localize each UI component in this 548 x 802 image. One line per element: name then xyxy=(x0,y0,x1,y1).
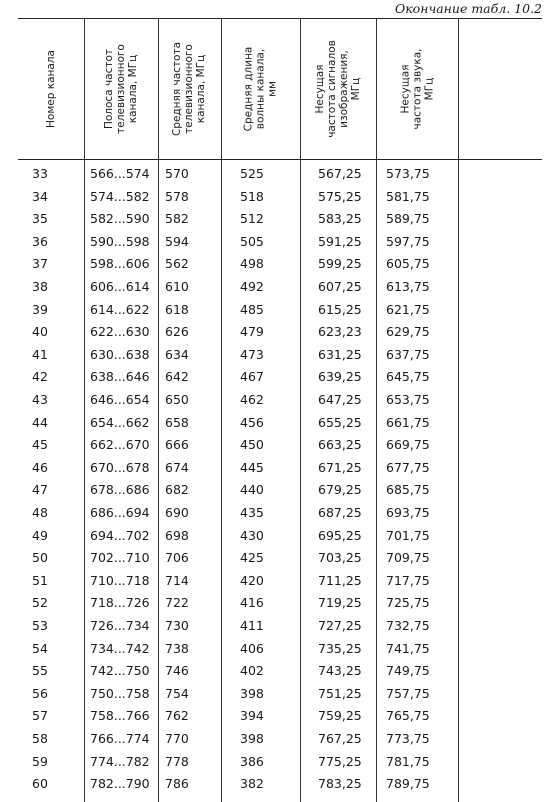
table-cell: 402 xyxy=(240,663,264,679)
table-cell: 425 xyxy=(240,550,264,566)
table-cell: 34 xyxy=(32,188,48,204)
table-row xyxy=(18,727,542,750)
table-cell: 435 xyxy=(240,505,264,520)
table-cell: 566...574 xyxy=(90,166,150,181)
table-cell: 41 xyxy=(32,346,48,362)
table-cell: 582 xyxy=(165,211,189,227)
table-row xyxy=(18,252,542,275)
table-row xyxy=(18,162,542,185)
table-cell: 575,25 xyxy=(318,188,362,204)
table-cell: 781,75 xyxy=(386,753,430,769)
table-cell: 581,75 xyxy=(386,188,430,204)
table-cell: 613,75 xyxy=(386,279,430,294)
table-cell: 631,25 xyxy=(318,346,362,362)
table-cell: 440 xyxy=(240,482,264,498)
table-cell: 751,25 xyxy=(318,685,362,701)
table-cell: 590...598 xyxy=(90,233,150,249)
table-cell: 722 xyxy=(165,595,189,611)
table-cell: 479 xyxy=(240,324,264,340)
table-cell: 685,75 xyxy=(386,482,430,498)
header-label: Несущая частота звука, МГц xyxy=(398,48,435,130)
table-cell: 46 xyxy=(32,459,48,475)
table-cell: 698 xyxy=(165,527,189,543)
table-row xyxy=(18,478,542,501)
table-cell: 40 xyxy=(32,324,48,340)
table-cell: 758...766 xyxy=(90,708,150,724)
table-cell: 789,75 xyxy=(386,776,430,792)
table-cell: 598...606 xyxy=(90,256,150,272)
table-cell: 607,25 xyxy=(318,279,362,294)
table-cell: 694...702 xyxy=(90,527,150,543)
table-row xyxy=(18,614,542,637)
table-cell: 701,75 xyxy=(386,527,430,543)
table-cell: 775,25 xyxy=(318,753,362,769)
table-cell: 33 xyxy=(32,166,48,181)
header-wavelength xyxy=(221,21,300,157)
table-cell: 583,25 xyxy=(318,211,362,227)
table-cell: 38 xyxy=(32,279,48,294)
table-cell: 653,75 xyxy=(386,392,430,407)
table-cell: 606...614 xyxy=(90,279,150,294)
table-cell: 37 xyxy=(32,256,48,272)
table-cell: 711,25 xyxy=(318,572,362,588)
table-cell: 518 xyxy=(240,188,264,204)
table-cell: 773,75 xyxy=(386,731,430,746)
table-cell: 782...790 xyxy=(90,776,150,792)
header-video-carrier xyxy=(300,21,376,157)
table-cell: 492 xyxy=(240,279,264,294)
table-cell: 599,25 xyxy=(318,256,362,272)
table-cell: 573,75 xyxy=(386,166,430,181)
table-cell: 57 xyxy=(32,708,48,724)
table-cell: 473 xyxy=(240,346,264,362)
table-cell: 615,25 xyxy=(318,301,362,317)
table-cell: 52 xyxy=(32,595,48,611)
table-row xyxy=(18,524,542,547)
table-cell: 765,75 xyxy=(386,708,430,724)
table-cell: 630...638 xyxy=(90,346,150,362)
table-cell: 706 xyxy=(165,550,189,566)
table-cell: 725,75 xyxy=(386,595,430,611)
table-cell: 562 xyxy=(165,256,189,272)
table-row xyxy=(18,682,542,705)
table-cell: 614...622 xyxy=(90,301,150,317)
table-cell: 719,25 xyxy=(318,595,362,611)
table-cell: 618 xyxy=(165,301,189,317)
table-cell: 727,25 xyxy=(318,618,362,633)
table-cell: 757,75 xyxy=(386,685,430,701)
table-cell: 703,25 xyxy=(318,550,362,566)
table-row xyxy=(18,772,542,795)
table-cell: 743,25 xyxy=(318,663,362,679)
header-label: Номер канала xyxy=(45,50,57,128)
table-row xyxy=(18,343,542,366)
table-row xyxy=(18,320,542,343)
table-cell: 505 xyxy=(240,233,264,249)
table-cell: 690 xyxy=(165,505,189,520)
table-cell: 655,25 xyxy=(318,414,362,430)
table-cell: 42 xyxy=(32,369,48,385)
table-cell: 654...662 xyxy=(90,414,150,430)
table-cell: 734...742 xyxy=(90,640,150,656)
table-cell: 650 xyxy=(165,392,189,407)
table-cell: 686...694 xyxy=(90,505,150,520)
table-cell: 36 xyxy=(32,233,48,249)
table-cell: 695,25 xyxy=(318,527,362,543)
table-cell: 738 xyxy=(165,640,189,656)
header-mid-frequency xyxy=(158,21,221,157)
table-cell: 679,25 xyxy=(318,482,362,498)
table-cell: 749,75 xyxy=(386,663,430,679)
table-cell: 714 xyxy=(165,572,189,588)
table-cell: 661,75 xyxy=(386,414,430,430)
table-cell: 456 xyxy=(240,414,264,430)
table-cell: 674 xyxy=(165,459,189,475)
table-cell: 589,75 xyxy=(386,211,430,227)
table-cell: 406 xyxy=(240,640,264,656)
table-cell: 645,75 xyxy=(386,369,430,385)
channel-table xyxy=(18,18,542,802)
table-row xyxy=(18,433,542,456)
table-cell: 48 xyxy=(32,505,48,520)
table-cell: 767,25 xyxy=(318,731,362,746)
table-cell: 382 xyxy=(240,776,264,792)
table-cell: 55 xyxy=(32,663,48,679)
table-cell: 49 xyxy=(32,527,48,543)
table-cell: 638...646 xyxy=(90,369,150,385)
table-cell: 574...582 xyxy=(90,188,150,204)
table-cell: 58 xyxy=(32,731,48,746)
table-cell: 445 xyxy=(240,459,264,475)
table-cell: 730 xyxy=(165,618,189,633)
table-cell: 662...670 xyxy=(90,437,150,453)
table-cell: 450 xyxy=(240,437,264,453)
table-cell: 567,25 xyxy=(318,166,362,181)
table-row xyxy=(18,546,542,569)
table-cell: 682 xyxy=(165,482,189,498)
header-frequency-band xyxy=(84,21,158,157)
table-row xyxy=(18,456,542,479)
table-cell: 591,25 xyxy=(318,233,362,249)
header-label: Полоса частот телевизионного канала, МГц xyxy=(103,44,139,134)
table-cell: 732,75 xyxy=(386,618,430,633)
table-cell: 610 xyxy=(165,279,189,294)
table-cell: 670...678 xyxy=(90,459,150,475)
table-row xyxy=(18,275,542,298)
table-cell: 54 xyxy=(32,640,48,656)
table-cell: 623,23 xyxy=(318,324,362,340)
table-cell: 634 xyxy=(165,346,189,362)
table-cell: 647,25 xyxy=(318,392,362,407)
table-cell: 44 xyxy=(32,414,48,430)
table-cell: 622...630 xyxy=(90,324,150,340)
table-row xyxy=(18,659,542,682)
table-cell: 467 xyxy=(240,369,264,385)
table-cell: 702...710 xyxy=(90,550,150,566)
table-caption: Окончание табл. 10.2 xyxy=(394,1,542,16)
table-row xyxy=(18,365,542,388)
table-row xyxy=(18,411,542,434)
table-cell: 735,25 xyxy=(318,640,362,656)
table-cell: 642 xyxy=(165,369,189,385)
table-cell: 678...686 xyxy=(90,482,150,498)
table-cell: 717,75 xyxy=(386,572,430,588)
table-cell: 398 xyxy=(240,731,264,746)
table-cell: 60 xyxy=(32,776,48,792)
table-cell: 570 xyxy=(165,166,189,181)
table-cell: 677,75 xyxy=(386,459,430,475)
table-cell: 582...590 xyxy=(90,211,150,227)
header-label: Несущая частота сигналов изображения, МГц xyxy=(314,40,363,138)
table-row xyxy=(18,591,542,614)
table-cell: 637,75 xyxy=(386,346,430,362)
table-cell: 742...750 xyxy=(90,663,150,679)
table-cell: 663,25 xyxy=(318,437,362,453)
table-cell: 726...734 xyxy=(90,618,150,633)
table-cell: 770 xyxy=(165,731,189,746)
table-row xyxy=(18,298,542,321)
header-label: Средняя частота телевизионного канала, МГц xyxy=(171,41,208,137)
table-cell: 658 xyxy=(165,414,189,430)
table-cell: 774...782 xyxy=(90,753,150,769)
table-cell: 741,75 xyxy=(386,640,430,656)
table-row xyxy=(18,230,542,253)
table-cell: 669,75 xyxy=(386,437,430,453)
table-cell: 710...718 xyxy=(90,572,150,588)
table-cell: 462 xyxy=(240,392,264,407)
table-cell: 693,75 xyxy=(386,505,430,520)
table-cell: 746 xyxy=(165,663,189,679)
table-row xyxy=(18,704,542,727)
table-cell: 53 xyxy=(32,618,48,633)
table-cell: 671,25 xyxy=(318,459,362,475)
table-cell: 750...758 xyxy=(90,685,150,701)
table-cell: 766...774 xyxy=(90,731,150,746)
table-row xyxy=(18,388,542,411)
table-cell: 687,25 xyxy=(318,505,362,520)
table-cell: 626 xyxy=(165,324,189,340)
table-cell: 35 xyxy=(32,211,48,227)
table-cell: 416 xyxy=(240,595,264,611)
header-channel-number xyxy=(18,21,84,157)
table-row xyxy=(18,750,542,773)
table-cell: 621,75 xyxy=(386,301,430,317)
table-cell: 59 xyxy=(32,753,48,769)
table-cell: 45 xyxy=(32,437,48,453)
table-cell: 762 xyxy=(165,708,189,724)
table-cell: 594 xyxy=(165,233,189,249)
table-cell: 43 xyxy=(32,392,48,407)
table-cell: 394 xyxy=(240,708,264,724)
table-cell: 709,75 xyxy=(386,550,430,566)
table-cell: 666 xyxy=(165,437,189,453)
header-rule xyxy=(18,159,542,160)
table-cell: 420 xyxy=(240,572,264,588)
table-cell: 605,75 xyxy=(386,256,430,272)
table-cell: 525 xyxy=(240,166,264,181)
table-cell: 56 xyxy=(32,685,48,701)
header-label: Средняя длина волны канала, мм xyxy=(242,46,279,132)
table-cell: 411 xyxy=(240,618,264,633)
table-row xyxy=(18,501,542,524)
table-row xyxy=(18,569,542,592)
table-cell: 512 xyxy=(240,211,264,227)
table-cell: 639,25 xyxy=(318,369,362,385)
table-cell: 754 xyxy=(165,685,189,701)
table-cell: 597,75 xyxy=(386,233,430,249)
table-cell: 47 xyxy=(32,482,48,498)
table-row xyxy=(18,207,542,230)
table-row xyxy=(18,637,542,660)
header-audio-carrier xyxy=(376,21,458,157)
table-cell: 786 xyxy=(165,776,189,792)
table-cell: 51 xyxy=(32,572,48,588)
table-cell: 646...654 xyxy=(90,392,150,407)
table-cell: 578 xyxy=(165,188,189,204)
table-cell: 398 xyxy=(240,685,264,701)
table-cell: 718...726 xyxy=(90,595,150,611)
table-cell: 629,75 xyxy=(386,324,430,340)
table-cell: 498 xyxy=(240,256,264,272)
table-row xyxy=(18,185,542,208)
table-cell: 485 xyxy=(240,301,264,317)
table-cell: 386 xyxy=(240,753,264,769)
table-cell: 50 xyxy=(32,550,48,566)
table-cell: 430 xyxy=(240,527,264,543)
table-cell: 778 xyxy=(165,753,189,769)
table-cell: 759,25 xyxy=(318,708,362,724)
table-cell: 783,25 xyxy=(318,776,362,792)
table-cell: 39 xyxy=(32,301,48,317)
